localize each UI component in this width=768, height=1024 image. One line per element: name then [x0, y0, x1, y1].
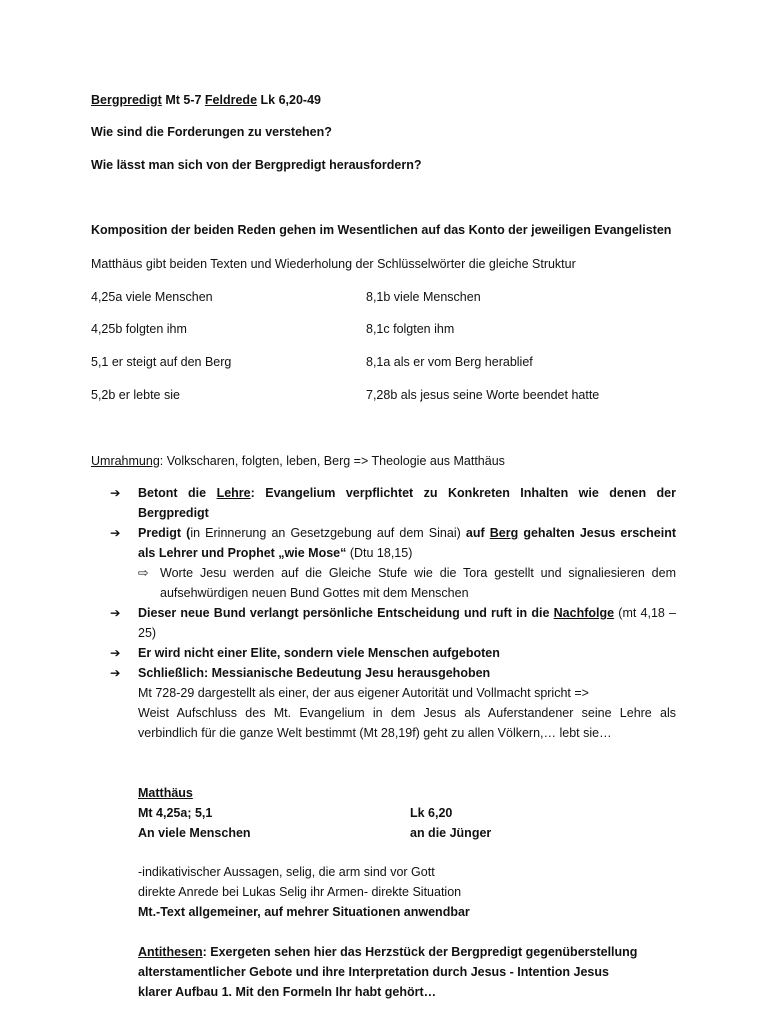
arrow-right-icon: ➔ [110, 646, 121, 660]
comparison-left: 5,1 er steigt auf den Berg [91, 355, 232, 369]
comparison-right: 8,1b viele Menschen [366, 290, 481, 304]
composition-heading: Komposition der beiden Reden gehen im Wesentlichen auf das Konto der jeweiligen Evangelisten [91, 223, 672, 237]
comparison-right: 8,1a als er vom Berg herablief [366, 355, 533, 369]
arrow-right-icon: ➔ [110, 606, 121, 620]
bullet-item [110, 523, 676, 563]
bullet-item [110, 663, 676, 743]
matthaeus-heading: Matthäus [138, 786, 193, 800]
heading-feldrede: Feldrede [204, 93, 258, 107]
umrahmung-label: Umrahmung [91, 454, 160, 468]
mt-ref: Mt 4,25a; 5,1 [138, 806, 213, 820]
heading-bergpredigt: Bergpredigt [91, 93, 162, 107]
outline-arrow-icon: ⇨ [138, 566, 149, 580]
heading-mt-ref: Mt 5-7 [165, 93, 205, 107]
question-2: Wie lässt man sich von der Bergpredigt herausfordern? [91, 158, 422, 172]
sub-bullet-item [138, 563, 676, 603]
comparison-left: 4,25b folgten ihm [91, 322, 187, 336]
question-1: Wie sind die Forderungen zu verstehen? [91, 125, 332, 139]
comparison-right: 8,1c folgten ihm [366, 322, 455, 336]
bullet-text: Er wird nicht einer Elite, sondern viele Menschen aufgeboten [138, 646, 500, 660]
note-line: -indikativischer Aussagen, selig, die arm sind vor Gott [138, 865, 435, 879]
bullet-item [110, 483, 676, 523]
lk-audience: an die Jünger [410, 826, 492, 840]
comparison-left: 4,25a viele Menschen [91, 290, 213, 304]
bullet-text: Predigt (in Erinnerung an Gesetzgebung auf dem Sinai) auf Berg gehalten Jesus erscheint als Lehrer und Prophet „wie Mose“ (Dtu 18,15) [138, 526, 676, 560]
bullet-item [110, 643, 676, 663]
bullet-text: Betont die Lehre: Evangelium verpflichtet zu Konkreten Inhalten wie denen der Bergpredigt [138, 486, 676, 520]
mt-audience: An viele Menschen [138, 826, 251, 840]
lk-ref: Lk 6,20 [410, 806, 453, 820]
header-line [91, 90, 321, 110]
bullet-text: Schließlich: Messianische Bedeutung Jesu herausgehoben Mt 728-29 dargestellt als einer, der aus eigener Autorität und Vollmacht spricht => Weist Aufschluss des Mt. Evangelium in dem Jesus als Auferstandener seine Lehre als verbindlich für die ganze Welt bestimmt (Mt 28,19f) geht zu allen Völkern,… lebt sie… [138, 666, 676, 740]
antithesen-label: Antithesen [138, 945, 203, 959]
umrahmung-line [91, 451, 505, 471]
note-line: direkte Anrede bei Lukas Selig ihr Armen- direkte Situation [138, 885, 462, 899]
umrahmung-text: : Volkscharen, folgten, leben, Berg => Theologie aus Matthäus [159, 454, 505, 468]
arrow-right-icon: ➔ [110, 526, 121, 540]
note-line: Mt.-Text allgemeiner, auf mehrer Situationen anwendbar [138, 905, 470, 919]
arrow-right-icon: ➔ [110, 486, 121, 500]
bullet-item [110, 603, 676, 643]
heading-lk-ref: Lk 6,20-49 [260, 93, 321, 107]
sub-bullet-text: Worte Jesu werden auf die Gleiche Stufe wie die Tora gestellt und signaliesieren dem aufsehwürdigen neuen Bund Gottes mit dem Menschen [160, 566, 676, 600]
arrow-right-icon: ➔ [110, 666, 121, 680]
bullet-text: Dieser neue Bund verlangt persönliche Entscheidung und ruft in die Nachfolge (mt 4,18 – 25) [138, 606, 676, 640]
comparison-right: 7,28b als jesus seine Worte beendet hatte [366, 388, 600, 402]
comparison-left: 5,2b er lebte sie [91, 388, 180, 402]
structure-sentence: Matthäus gibt beiden Texten und Wiederholung der Schlüsselwörter die gleiche Struktur [91, 257, 576, 271]
antithesen-paragraph: Antithesen: Exergeten sehen hier das Herzstück der Bergpredigt gegenüberstellung alterstamentlicher Gebote und ihre Interpretation durch Jesus - Intention Jesus klarer Aufbau 1. Mit den Formeln Ihr habt gehört… [138, 945, 638, 999]
